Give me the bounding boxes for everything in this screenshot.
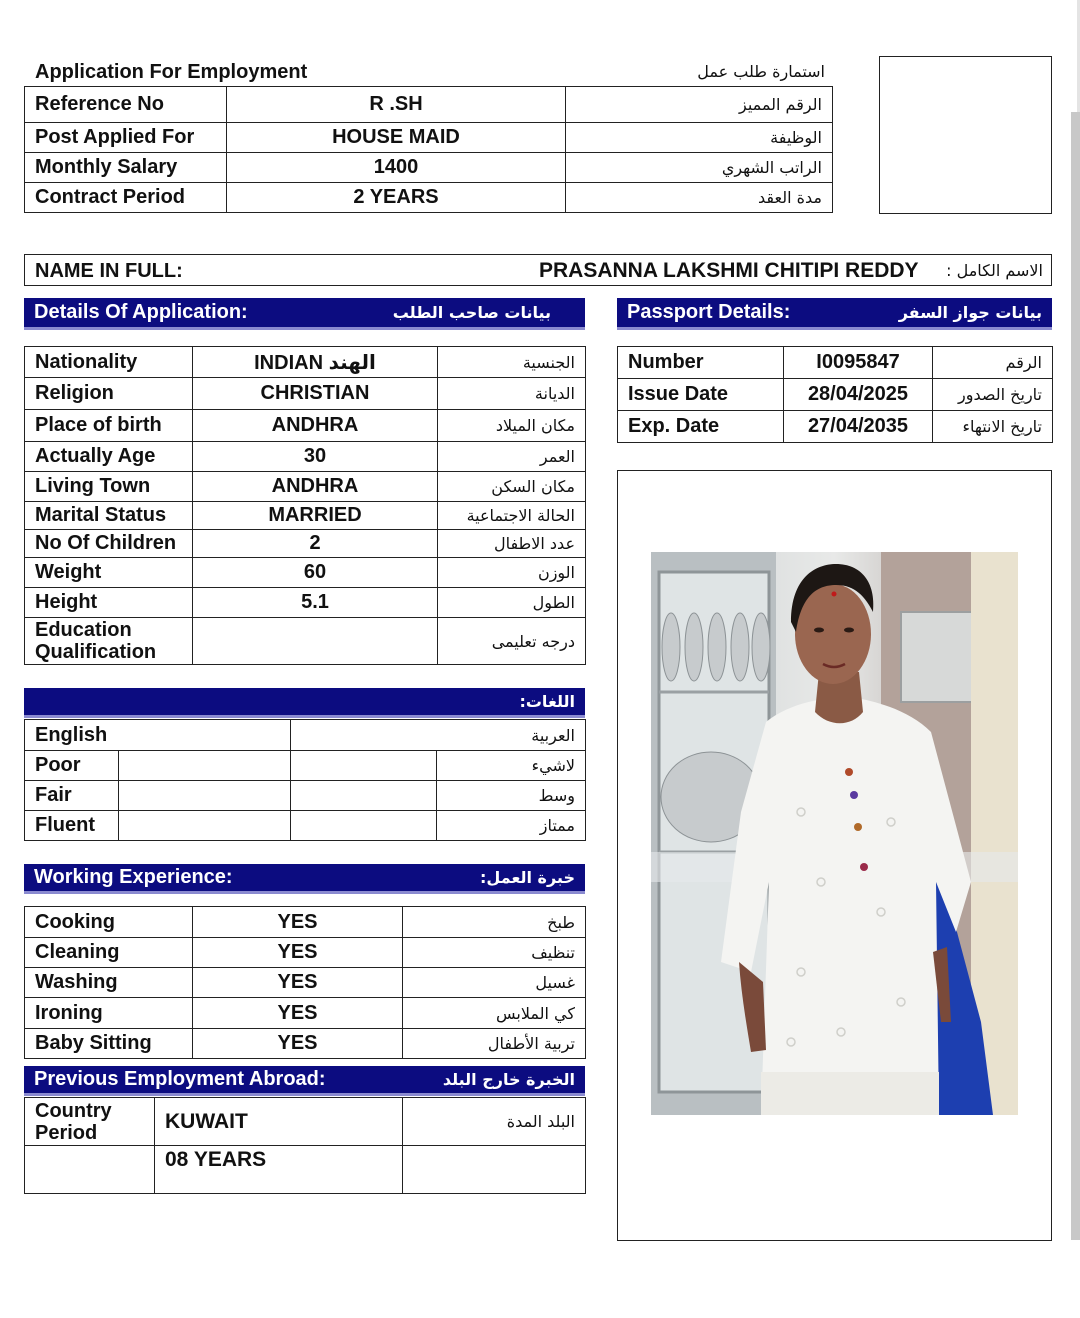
experience-label-ar: تنظيف [403, 938, 586, 968]
table-row [25, 442, 586, 472]
abroad-title-ar: الخبرة خارج البلد [442, 1070, 575, 1089]
details-label-ar: الديانة [438, 378, 586, 410]
table-row [25, 588, 586, 618]
language-level: Fair [25, 781, 119, 811]
language-label-ar: العربية [291, 720, 586, 751]
details-label: Religion [25, 378, 193, 410]
name-label: NAME IN FULL: [35, 260, 183, 282]
language-cell [119, 781, 291, 811]
details-value [193, 618, 438, 665]
applicant-photo [651, 552, 1018, 1115]
language-cell [119, 811, 291, 841]
details-header [24, 298, 585, 330]
language-level-ar: ممتاز [437, 811, 586, 841]
details-label: Living Town [25, 472, 193, 502]
contract-label-ar: مدة العقد [566, 183, 833, 213]
experience-label-ar: غسيل [403, 968, 586, 998]
post-label-ar: الوظيفة [566, 123, 833, 153]
reference-label: Reference No [25, 87, 227, 123]
abroad-label-ar: البلد المدة [403, 1098, 586, 1146]
details-label-ar: مكان السكن [438, 472, 586, 502]
passport-label-ar: تاريخ الصدور [933, 379, 1053, 411]
details-value: 2 [193, 530, 438, 558]
experience-label: Baby Sitting [25, 1029, 193, 1059]
experience-label: Cleaning [25, 938, 193, 968]
table-row [25, 558, 586, 588]
salary-value: 1400 [227, 153, 566, 183]
passport-label-ar: تاريخ الانتهاء [933, 411, 1053, 443]
scrollbar-thumb[interactable] [1071, 112, 1080, 1240]
details-label: Weight [25, 558, 193, 588]
table-row [25, 720, 586, 751]
experience-title: Working Experience: [34, 866, 233, 888]
passport-label: Issue Date [618, 379, 784, 411]
details-value: MARRIED [193, 502, 438, 530]
table-row [25, 968, 586, 998]
form-title-ar: استمارة طلب عمل [697, 62, 825, 81]
details-label: Education Qualification [25, 618, 193, 665]
details-label: Actually Age [25, 442, 193, 472]
details-label-ar: الحالة الاجتماعية [438, 502, 586, 530]
table-row [25, 751, 586, 781]
experience-label-ar: كي الملابس [403, 998, 586, 1029]
table-row [25, 87, 833, 123]
table-row [25, 998, 586, 1029]
passport-label: Number [618, 347, 784, 379]
passport-title: Passport Details: [627, 301, 791, 323]
details-value: ANDHRA [193, 410, 438, 442]
details-title: Details Of Application: [34, 301, 248, 323]
details-label-ar: درجه تعليمى [438, 618, 586, 665]
table-row [25, 183, 833, 213]
table-row [618, 347, 1053, 379]
details-table [24, 346, 586, 665]
table-row [25, 153, 833, 183]
language-level-ar: وسط [437, 781, 586, 811]
abroad-label: Country Period [25, 1098, 155, 1146]
reference-label-ar: الرقم المميز [566, 87, 833, 123]
passport-table [617, 346, 1053, 443]
language-cell [291, 751, 437, 781]
details-value: 5.1 [193, 588, 438, 618]
passport-value: I0095847 [784, 347, 933, 379]
table-row [25, 907, 586, 938]
language-level: Fluent [25, 811, 119, 841]
abroad-title: Previous Employment Abroad: [34, 1068, 326, 1090]
salary-label-ar: الراتب الشهري [566, 153, 833, 183]
full-name: PRASANNA LAKSHMI CHITIPI REDDY [539, 259, 919, 282]
post-label: Post Applied For [25, 123, 227, 153]
contract-value: 2 YEARS [227, 183, 566, 213]
abroad-table [24, 1097, 586, 1194]
details-value: 30 [193, 442, 438, 472]
languages-table [24, 719, 586, 841]
table-row [25, 1098, 586, 1146]
reference-value: R .SH [227, 87, 566, 123]
details-label: Place of birth [25, 410, 193, 442]
details-label-ar: الطول [438, 588, 586, 618]
language-level-ar: لاشيء [437, 751, 586, 781]
table-row [25, 472, 586, 502]
abroad-cell [403, 1146, 586, 1194]
languages-title-ar: اللغات: [519, 692, 575, 711]
abroad-cell [25, 1146, 155, 1194]
experience-label: Ironing [25, 998, 193, 1029]
passport-label-ar: الرقم [933, 347, 1053, 379]
details-value: 60 [193, 558, 438, 588]
details-title-ar: بيانات صاحب الطلب [392, 303, 551, 322]
stamp-photo-box [879, 56, 1052, 214]
table-row [25, 1146, 586, 1194]
details-label: Height [25, 588, 193, 618]
experience-value: YES [193, 938, 403, 968]
details-value: INDIAN الهند [193, 347, 438, 378]
table-row [25, 347, 586, 378]
language-level: Poor [25, 751, 119, 781]
abroad-country: KUWAIT [155, 1098, 403, 1146]
passport-label: Exp. Date [618, 411, 784, 443]
abroad-header [24, 1066, 585, 1096]
salary-label: Monthly Salary [25, 153, 227, 183]
experience-label: Cooking [25, 907, 193, 938]
details-value: CHRISTIAN [193, 378, 438, 410]
details-label-ar: الوزن [438, 558, 586, 588]
table-row [25, 618, 586, 665]
table-row [25, 811, 586, 841]
details-label-ar: الجنسية [438, 347, 586, 378]
details-label: Nationality [25, 347, 193, 378]
experience-title-ar: خبرة العمل: [480, 868, 575, 887]
experience-value: YES [193, 968, 403, 998]
table-row [25, 502, 586, 530]
details-label: Marital Status [25, 502, 193, 530]
experience-value: YES [193, 907, 403, 938]
contract-label: Contract Period [25, 183, 227, 213]
table-row [25, 123, 833, 153]
table-row [25, 378, 586, 410]
table-row [618, 411, 1053, 443]
experience-header [24, 864, 585, 894]
languages-header [24, 688, 585, 718]
experience-label: Washing [25, 968, 193, 998]
passport-title-ar: بيانات جواز السفر [898, 303, 1042, 322]
post-value: HOUSE MAID [227, 123, 566, 153]
applicant-photo-svg [651, 552, 1018, 1115]
table-row [618, 379, 1053, 411]
table-row [25, 1029, 586, 1059]
table-row [25, 530, 586, 558]
language-cell [291, 811, 437, 841]
details-label: No Of Children [25, 530, 193, 558]
table-row [25, 781, 586, 811]
passport-value: 27/04/2035 [784, 411, 933, 443]
abroad-period: 08 YEARS [155, 1146, 403, 1194]
experience-table [24, 906, 586, 1059]
table-row [25, 410, 586, 442]
name-row [24, 254, 1052, 286]
language-cell [291, 781, 437, 811]
details-label-ar: عدد الاطفال [438, 530, 586, 558]
details-label-ar: مكان الميلاد [438, 410, 586, 442]
experience-value: YES [193, 1029, 403, 1059]
details-label-ar: العمر [438, 442, 586, 472]
language-label: English [25, 720, 291, 751]
details-value: ANDHRA [193, 472, 438, 502]
reference-table [24, 86, 833, 213]
form-title: Application For Employment [35, 61, 308, 83]
language-cell [119, 751, 291, 781]
table-row [25, 938, 586, 968]
passport-header [617, 298, 1052, 330]
experience-value: YES [193, 998, 403, 1029]
experience-label-ar: تربية الأطفال [403, 1029, 586, 1059]
name-label-ar: الاسم الكامل : [946, 261, 1043, 280]
passport-value: 28/04/2025 [784, 379, 933, 411]
experience-label-ar: طبخ [403, 907, 586, 938]
